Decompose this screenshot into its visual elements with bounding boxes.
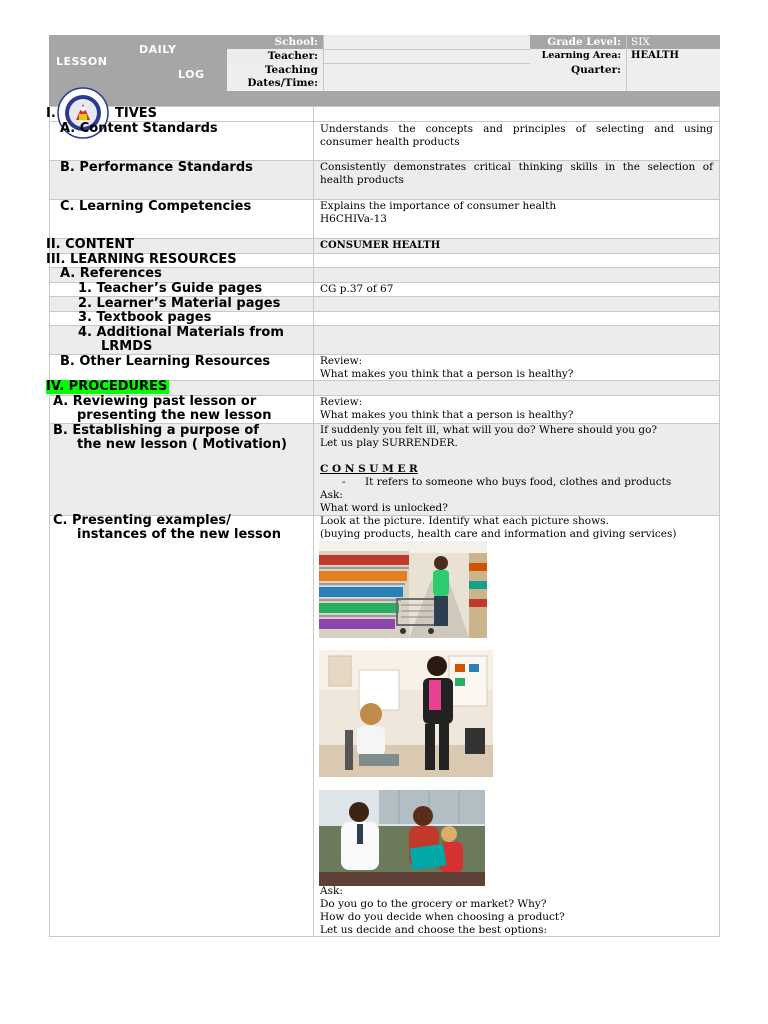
content-label: II. CONTENT (46, 237, 135, 252)
teaching-dates-label (227, 63, 323, 91)
teacher-value (323, 49, 530, 63)
proc-b-game: Let us play SURRENDER. (320, 437, 458, 449)
teachers-guide-label: 1. Teacher’s Guide pages (78, 281, 263, 296)
learning-area-label: Learning Area: (541, 50, 621, 61)
additional-materials-label-1: 4. Additional Materials from (78, 325, 284, 340)
grade-level-label: Grade Level: (547, 36, 621, 48)
learning-resources-label: III. LEARNING RESOURCES (46, 252, 237, 267)
objectives-heading: TIVES (115, 106, 158, 121)
proc-c-label-2: instances of the new lesson (77, 527, 281, 542)
title-lesson: LESSON (56, 55, 108, 68)
header-divider-bar (49, 91, 720, 106)
dll-title-block (49, 35, 227, 91)
learning-area-value: HEALTH (626, 49, 720, 63)
proc-c-question-2: How do you decide when choosing a product? (320, 911, 565, 923)
procedures-label: IV. PROCEDURES (46, 379, 168, 394)
column-divider (313, 106, 314, 937)
proc-a-label-1: A. Reviewing past lesson or (53, 394, 257, 409)
header-row-school (227, 35, 720, 49)
title-daily: DAILY (139, 43, 177, 56)
textbook-label: 3. Textbook pages (78, 310, 212, 325)
header-row-dates (227, 63, 720, 91)
competency-text: Explains the importance of consumer health (320, 200, 557, 212)
other-resources-review: Review: (320, 355, 363, 367)
objectives-roman: I. (46, 106, 56, 121)
proc-c-hint: (buying products, health care and information and giving services) (320, 528, 677, 540)
learners-material-label: 2. Learner’s Material pages (78, 296, 281, 311)
quarter-value (626, 63, 720, 91)
dll-header (49, 35, 720, 91)
content-standards-text: Understands the concepts and principles of selecting and using consumer health products (320, 123, 713, 148)
learning-competencies-label: C. Learning Competencies (60, 199, 252, 214)
proc-b-definition: It refers to someone who buys food, clothes and products (365, 476, 672, 488)
other-resources-question: What makes you think that a person is healthy? (320, 368, 574, 380)
grade-level-value: SIX (626, 35, 720, 49)
teachers-guide-text: CG p.37 of 67 (320, 283, 394, 295)
proc-b-label-2: the new lesson ( Motivation) (77, 437, 287, 452)
proc-c-label-1: C. Presenting examples/ (53, 513, 231, 528)
health-care-image (319, 650, 493, 777)
content-text: CONSUMER HEALTH (320, 240, 441, 251)
additional-materials-label-2: LRMDS (101, 339, 153, 354)
dates-label-line1: Teaching (264, 64, 318, 76)
quarter-label: Quarter: (570, 64, 621, 76)
dates-label-line2: Dates/Time: (247, 77, 318, 89)
proc-a-question: What makes you think that a person is healthy? (320, 409, 574, 421)
performance-standards-label: B. Performance Standards (60, 160, 253, 175)
proc-b-label-1: B. Establishing a purpose of (53, 423, 259, 438)
doctor-consultation-image (319, 790, 485, 886)
proc-a-label-2: presenting the new lesson (77, 408, 272, 423)
teaching-dates-value (323, 63, 530, 91)
proc-b-ask: Ask: (320, 489, 343, 501)
proc-b-question: If suddenly you felt ill, what will you do? Where should you go? (320, 424, 658, 436)
proc-b-unlock-question: What word is unlocked? (320, 502, 448, 514)
proc-b-word: C O N S U M E R (320, 463, 418, 475)
other-resources-label: B. Other Learning Resources (60, 354, 271, 369)
proc-c-question-3: Let us decide and choose the best options: (320, 924, 548, 936)
proc-a-review: Review: (320, 396, 363, 408)
proc-c-question-1: Do you go to the grocery or market? Why? (320, 898, 547, 910)
content-standards-label: A. Content Standards (60, 121, 218, 136)
school-label: School: (274, 36, 318, 48)
references-label: A. References (60, 266, 162, 281)
header-row-teacher (227, 49, 720, 63)
title-log: LOG (178, 68, 205, 81)
grocery-shopping-image (319, 541, 487, 638)
competency-code: H6CHIVa-13 (320, 213, 387, 225)
teacher-label: Teacher: (227, 49, 323, 63)
proc-b-bullet: - (342, 476, 346, 488)
proc-c-instruction: Look at the picture. Identify what each picture shows. (320, 515, 609, 527)
proc-c-ask: Ask: (320, 885, 343, 897)
performance-standards-text: Consistently demonstrates critical thinking skills in the selection of health products (320, 161, 713, 186)
school-value (323, 35, 530, 49)
